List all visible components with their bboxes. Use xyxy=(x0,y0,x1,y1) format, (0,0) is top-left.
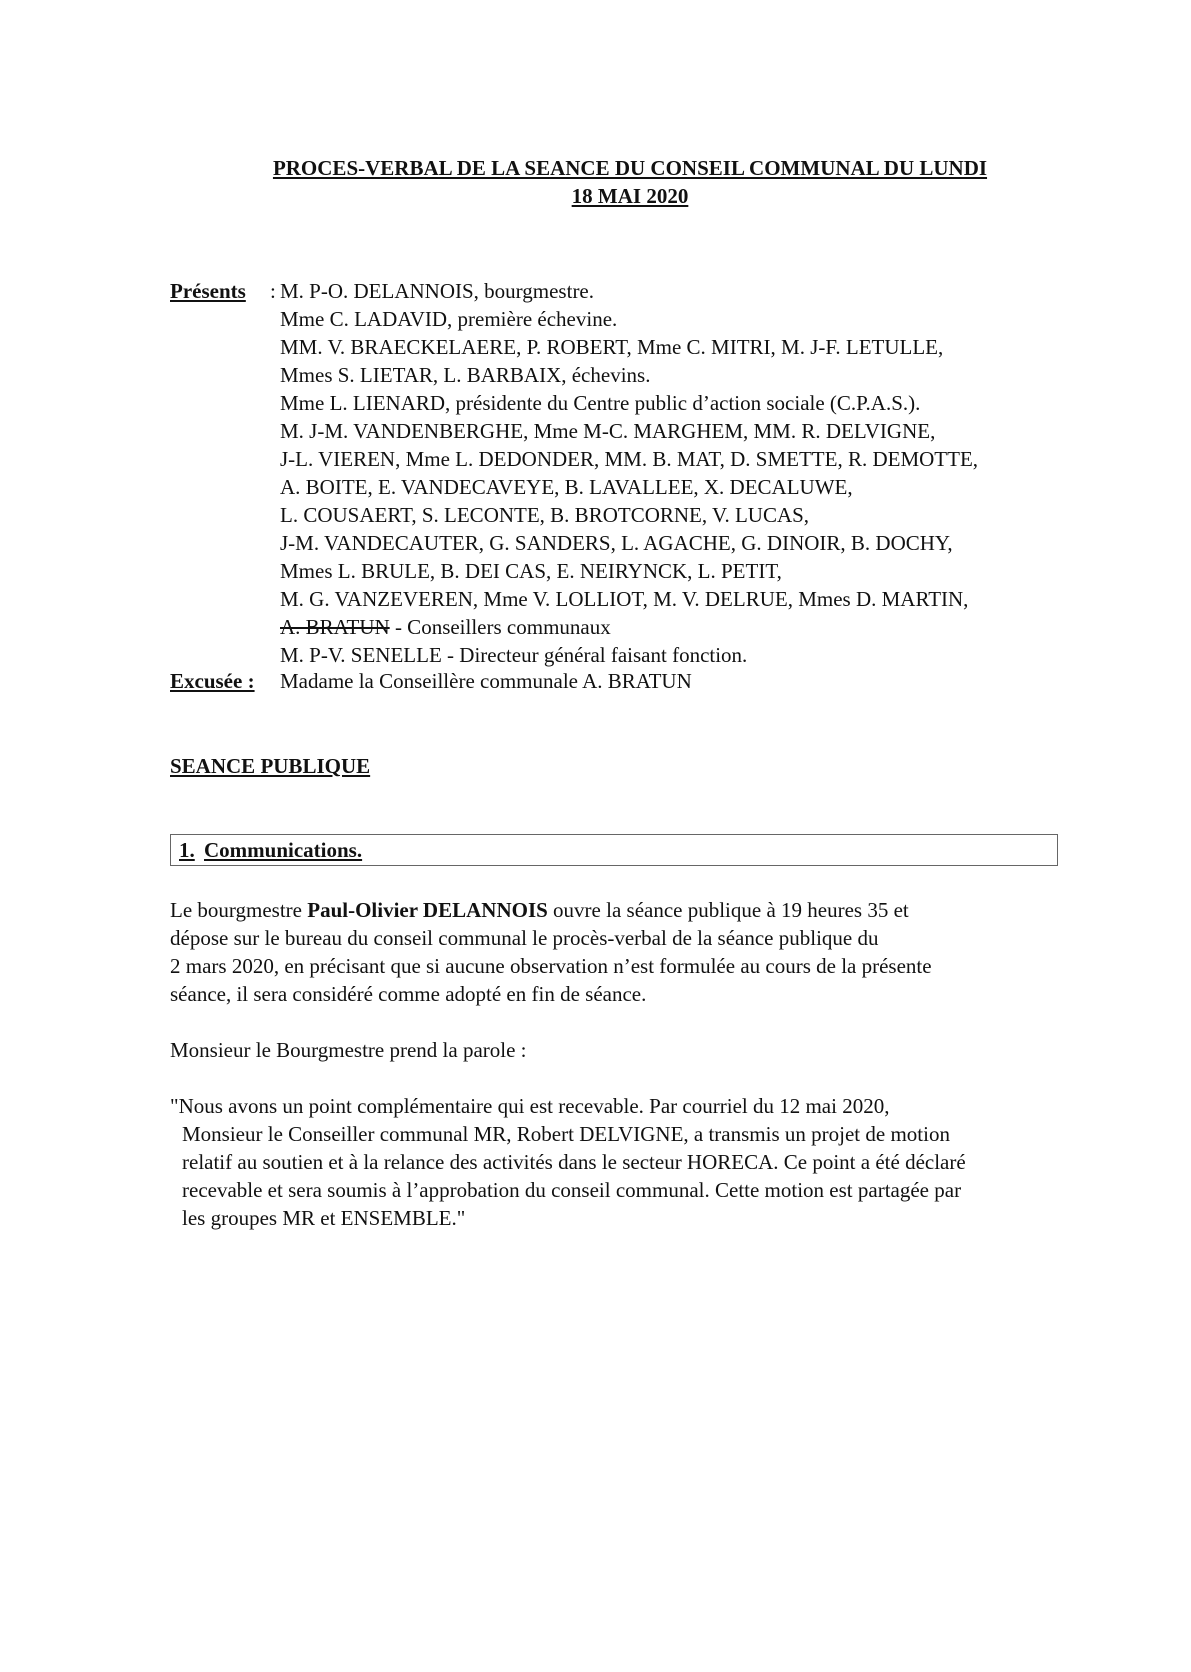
speaker-intro: Monsieur le Bourgmestre prend la parole : xyxy=(170,1038,527,1062)
quote-line: recevable et sera soumis à l’approbation du conseil communal. Cette motion est partagée par xyxy=(182,1178,962,1202)
attendee-line-director: M. P-V. SENELLE - Directeur général faisant fonction. xyxy=(280,643,748,667)
agenda-item-box xyxy=(170,834,1058,866)
document-title-line1: PROCES-VERBAL DE LA SEANCE DU CONSEIL COMMUNAL DU LUNDI xyxy=(272,156,988,180)
struck-name: A. BRATUN xyxy=(280,615,390,639)
attendee-line: Mmes L. BRULE, B. DEI CAS, E. NEIRYNCK, L. PETIT, xyxy=(280,559,782,583)
attendee-line: M. G. VANZEVEREN, Mme V. LOLLIOT, M. V. DELRUE, Mmes D. MARTIN, xyxy=(280,587,969,611)
excusee-label: Excusée : xyxy=(170,669,255,693)
quote-line: Monsieur le Conseiller communal MR, Robert DELVIGNE, a transmis un projet de motion xyxy=(182,1122,950,1146)
attendee-line: Mme C. LADAVID, première échevine. xyxy=(280,307,618,331)
excusee-text: Madame la Conseillère communale A. BRATUN xyxy=(280,669,692,693)
agenda-item-number: 1. xyxy=(179,838,195,862)
presents-label: Présents xyxy=(170,279,246,303)
attendee-line: A. BOITE, E. VANDECAVEYE, B. LAVALLEE, X. DECALUWE, xyxy=(280,475,853,499)
paragraph-line: dépose sur le bureau du conseil communal le procès-verbal de la séance publique du xyxy=(170,926,879,950)
document-title-line2: 18 MAI 2020 xyxy=(571,184,689,208)
mayor-quote xyxy=(170,1092,1070,1232)
attendee-line: Mmes S. LIETAR, L. BARBAIX, échevins. xyxy=(280,363,651,387)
attendee-line: J-M. VANDECAUTER, G. SANDERS, L. AGACHE, G. DINOIR, B. DOCHY, xyxy=(280,531,953,555)
paragraph-line: 2 mars 2020, en précisant que si aucune observation n’est formulée au cours de la présente xyxy=(170,954,932,978)
quote-line: relatif au soutien et à la relance des activités dans le secteur HORECA. Ce point a été déclaré xyxy=(182,1150,966,1174)
quote-line: "Nous avons un point complémentaire qui est recevable. Par courriel du 12 mai 2020, xyxy=(170,1094,890,1118)
opening-paragraph xyxy=(170,896,1070,1008)
attendee-line: L. COUSAERT, S. LECONTE, B. BROTCORNE, V. LUCAS, xyxy=(280,503,810,527)
attendee-line: M. J-M. VANDENBERGHE, Mme M-C. MARGHEM, MM. R. DELVIGNE, xyxy=(280,419,936,443)
paragraph-line: Le bourgmestre Paul-Olivier DELANNOIS ouvre la séance publique à 19 heures 35 et xyxy=(170,898,909,922)
section-title: SEANCE PUBLIQUE xyxy=(170,754,371,778)
attendee-line: Mme L. LIENARD, présidente du Centre public d’action sociale (C.P.A.S.). xyxy=(280,391,921,415)
agenda-item-title: Communications. xyxy=(204,838,363,862)
paragraph-line: séance, il sera considéré comme adopté en fin de séance. xyxy=(170,982,647,1006)
attendee-line: J-L. VIEREN, Mme L. DEDONDER, MM. B. MAT, D. SMETTE, R. DEMOTTE, xyxy=(280,447,979,471)
attendee-line-struck xyxy=(280,613,1100,641)
attendee-line: MM. V. BRAECKELAERE, P. ROBERT, Mme C. MITRI, M. J-F. LETULLE, xyxy=(280,335,944,359)
attendee-line: M. P-O. DELANNOIS, bourgmestre. xyxy=(280,279,595,303)
councillors-suffix: - Conseillers communaux xyxy=(389,615,611,639)
attendees-list xyxy=(280,277,1100,669)
presents-colon: : xyxy=(270,279,276,303)
mayor-name: Paul-Olivier DELANNOIS xyxy=(307,898,548,922)
quote-line: les groupes MR et ENSEMBLE." xyxy=(182,1206,466,1230)
